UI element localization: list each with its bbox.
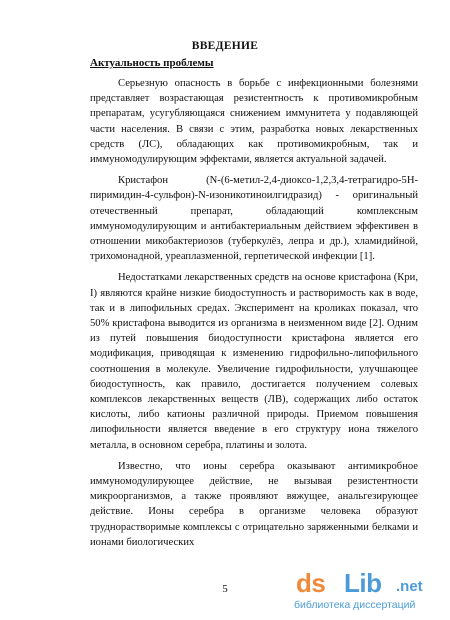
paragraph-2: Кристафон (N-(6-метил-2,4-диоксо-1,2,3,4-тетрагидро-5Н-пиримидин-4-сульфон)-N-изоникотиноилгидразид) - оригинальный отечественный препарат, обладающий комплексным иммуномодулирующим и антибактериальным действием эффективен в отношении микобактериозов (туберкулёз, лепра и др.), хламидийной, трихомонадной, уреаплазменной, герпетической инфекции [1].	[90, 175, 418, 263]
paragraph-1: Серьезную опасность в борьбе с инфекционными болезнями представляет возрастающая резистентность к противомикробным препаратам, усугубляющаяся снижением иммунитета у подавляющей части населения. В связи с этим, разработка новых лекарственных средств (ЛС), обладающих как противомикробным, так и иммуномодулирующим эффектами, является актуальной задачей.	[90, 78, 418, 166]
paragraph-3: Недостатками лекарственных средств на основе кристафона (Кри, I) являются крайне низкие биодоступность и растворимость как в воде, так и в липофильных средах. Эксперимент на кроликах показал, что 50% кристафона выводится из организма в неизменном виде [2]. Одним из путей повышения биодоступности кристафона является его модификация, приводящая к изменению гидрофильно-липофильного соотношения в молекуле. Увеличение гидрофильности, улучшающее биодоступность, как правило, достигается получением солевых комплексов лекарственных веществ (ЛВ), содержащих либо остаток кислоты, либо катионы различной природы. Приемом повышения липофильности является введение в его структуру иона тяжелого металла, в основном серебра, платины и золота.	[90, 272, 418, 451]
logo-ds-text: ds	[296, 568, 326, 598]
document-body	[90, 76, 418, 550]
dslib-logo	[292, 568, 442, 598]
section-title: Актуальность проблемы	[90, 57, 214, 69]
watermark	[292, 568, 442, 614]
watermark-subtitle: библиотека диссертаций	[294, 599, 416, 611]
logo-net-text: .net	[396, 578, 423, 595]
page-heading: ВВЕДЕНИЕ	[191, 40, 259, 52]
logo-lib-text: Lib	[344, 568, 382, 598]
page-number: 5	[222, 583, 228, 595]
paragraph-4: Известно, что ионы серебра оказывают антимикробное иммуномодулирующее действие, не вызывая резистентности микроорганизмов, а также проявляют вяжущее, анальгезирующее действие. Ионы серебра в организме человека образуют труднорастворимые комплексы с отрицательно заряженными белками и ионами биологических	[90, 460, 418, 548]
